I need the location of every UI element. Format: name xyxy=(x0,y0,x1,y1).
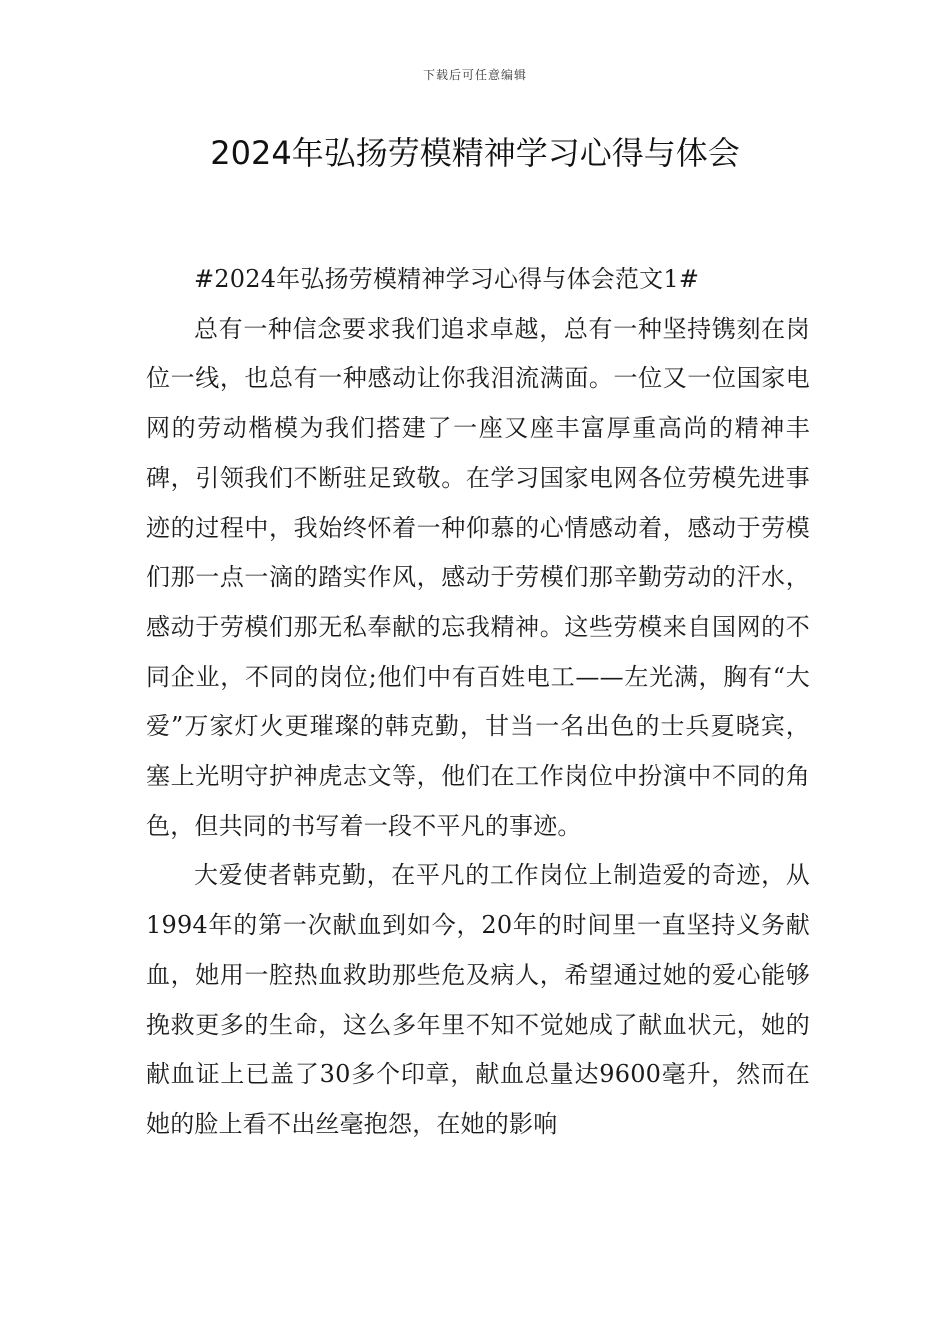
paragraph-2: 大爱使者韩克勤，在平凡的工作岗位上制造爱的奇迹，从1994年的第一次献血到如今，20年的时间里一直坚持义务献血，她用一腔热血救助那些危及病人，希望通过她的爱心能够挽救更多的生命，这么多年里不知不觉她成了献血状元，她的献血证上已盖了30多个印章，献血总量达9600毫升，然而在她的脸上看不出丝毫抱怨，在她的影响 xyxy=(146,861,810,1138)
document-body xyxy=(146,255,810,1150)
section-heading: #2024年弘扬劳模精神学习心得与体会范文1# xyxy=(194,265,700,293)
header-note: 下载后可任意编辑 xyxy=(422,68,527,82)
document-title: 2024年弘扬劳模精神学习心得与体会 xyxy=(210,134,740,172)
paragraph-1: 总有一种信念要求我们追求卓越，总有一种坚持镌刻在岗位一线，也总有一种感动让你我泪流满面。一位又一位国家电网的劳动楷模为我们搭建了一座又座丰富厚重高尚的精神丰碑，引领我们不断驻足致敬。在学习国家电网各位劳模先进事迹的过程中，我始终怀着一种仰慕的心情感动着，感动于劳模们那一点一滴的踏实作风，感动于劳模们那辛勤劳动的汗水，感动于劳模们那无私奉献的忘我精神。这些劳模来自国网的不同企业，不同的岗位;他们中有百姓电工——左光满，胸有“大爱”万家灯火更璀璨的韩克勤，甘当一名出色的士兵夏晓宾，塞上光明守护神虎志文等，他们在工作岗位中扮演中不同的角色，但共同的书写着一段不平凡的事迹。 xyxy=(146,314,810,840)
